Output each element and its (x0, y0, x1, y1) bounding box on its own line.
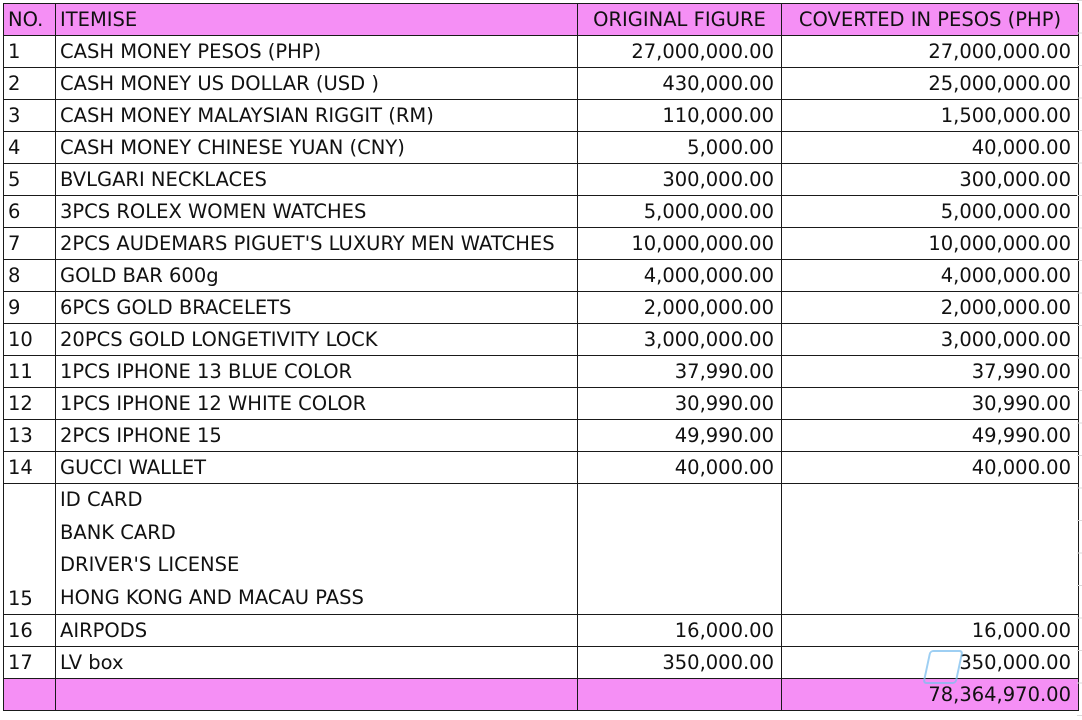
cell-original[interactable]: 37,990.00 (578, 356, 782, 388)
cell-item[interactable]: 2PCS IPHONE 15 (56, 420, 578, 452)
cell-no[interactable]: 14 (4, 452, 56, 484)
total-converted[interactable]: 78,364,970.00 (782, 679, 1079, 711)
cell-item[interactable]: LV box (56, 647, 578, 679)
cell-converted[interactable]: 30,990.00 (782, 388, 1079, 420)
cell-converted[interactable]: 10,000,000.00 (782, 228, 1079, 260)
cell-converted[interactable]: 27,000,000.00 (782, 36, 1079, 68)
header-original-figure[interactable]: ORIGINAL FIGURE (578, 4, 782, 36)
cell-converted[interactable]: 300,000.00 (782, 164, 1079, 196)
cell-item[interactable]: 1PCS IPHONE 12 WHITE COLOR (56, 388, 578, 420)
cell-no[interactable]: 1 (4, 36, 56, 68)
cell-original[interactable]: 350,000.00 (578, 647, 782, 679)
doc-line: DRIVER'S LICENSE (60, 553, 240, 576)
cell-converted[interactable]: 1,500,000.00 (782, 100, 1079, 132)
table-row (4, 228, 1079, 260)
cell-original-empty[interactable] (578, 484, 782, 615)
cell-item[interactable]: CASH MONEY PESOS (PHP) (56, 36, 578, 68)
cell-item[interactable]: AIRPODS (56, 615, 578, 647)
header-row (4, 4, 1079, 36)
table-row (4, 324, 1079, 356)
table-row (4, 100, 1079, 132)
cell-no[interactable]: 3 (4, 100, 56, 132)
table-row (4, 615, 1079, 647)
total-original-empty[interactable] (578, 679, 782, 711)
cell-no[interactable]: 9 (4, 292, 56, 324)
table-row (4, 260, 1079, 292)
cell-original[interactable]: 5,000.00 (578, 132, 782, 164)
cell-item[interactable]: 20PCS GOLD LONGETIVITY LOCK (56, 324, 578, 356)
cell-item[interactable]: CASH MONEY CHINESE YUAN (CNY) (56, 132, 578, 164)
cell-original[interactable]: 27,000,000.00 (578, 36, 782, 68)
table-row (4, 420, 1079, 452)
cell-item[interactable]: 6PCS GOLD BRACELETS (56, 292, 578, 324)
cell-original[interactable]: 5,000,000.00 (578, 196, 782, 228)
doc-line: BANK CARD (60, 520, 176, 544)
cell-no[interactable]: 6 (4, 196, 56, 228)
table-row (4, 647, 1079, 679)
cell-no[interactable]: 16 (4, 615, 56, 647)
cell-original[interactable]: 10,000,000.00 (578, 228, 782, 260)
cell-no[interactable]: 10 (4, 324, 56, 356)
cell-original[interactable]: 49,990.00 (578, 420, 782, 452)
header-no[interactable]: NO. (4, 4, 56, 36)
doc-line: HONG KONG AND MACAU PASS (60, 585, 364, 609)
cell-item[interactable]: GOLD BAR 600g (56, 260, 578, 292)
cell-item[interactable]: CASH MONEY MALAYSIAN RIGGIT (RM) (56, 100, 578, 132)
cell-no[interactable]: 5 (4, 164, 56, 196)
cell-original[interactable]: 4,000,000.00 (578, 260, 782, 292)
table-row (4, 132, 1079, 164)
cell-original[interactable]: 40,000.00 (578, 452, 782, 484)
table-row (4, 36, 1079, 68)
cell-no[interactable]: 15 (4, 484, 56, 615)
header-converted-pesos[interactable]: COVERTED IN PESOS (PHP) (782, 4, 1079, 36)
total-row (4, 679, 1079, 711)
table-row-documents (4, 484, 1079, 615)
doc-line: ID CARD (60, 488, 143, 511)
sheet-gridlines (1077, 0, 1082, 720)
cell-original[interactable]: 110,000.00 (578, 100, 782, 132)
cell-converted[interactable]: 2,000,000.00 (782, 292, 1079, 324)
cell-converted[interactable]: 37,990.00 (782, 356, 1079, 388)
itemised-table (3, 3, 1079, 711)
cell-converted[interactable]: 49,990.00 (782, 420, 1079, 452)
cell-original[interactable]: 16,000.00 (578, 615, 782, 647)
table-row (4, 388, 1079, 420)
cell-original[interactable]: 30,990.00 (578, 388, 782, 420)
cell-converted[interactable]: 40,000.00 (782, 132, 1079, 164)
cell-item[interactable]: 1PCS IPHONE 13 BLUE COLOR (56, 356, 578, 388)
cell-converted[interactable]: 5,000,000.00 (782, 196, 1079, 228)
cell-no[interactable]: 2 (4, 68, 56, 100)
cell-no[interactable]: 13 (4, 420, 56, 452)
table-row (4, 196, 1079, 228)
cell-no[interactable]: 8 (4, 260, 56, 292)
cell-converted[interactable]: 4,000,000.00 (782, 260, 1079, 292)
total-item-empty[interactable] (56, 679, 578, 711)
header-itemise[interactable]: ITEMISE (56, 4, 578, 36)
cell-converted[interactable]: 40,000.00 (782, 452, 1079, 484)
cell-converted[interactable]: 3,000,000.00 (782, 324, 1079, 356)
cell-no[interactable]: 7 (4, 228, 56, 260)
table-row (4, 356, 1079, 388)
total-no-empty[interactable] (4, 679, 56, 711)
cell-item-multiline[interactable] (56, 484, 578, 615)
cell-item[interactable]: 2PCS AUDEMARS PIGUET'S LUXURY MEN WATCHES (56, 228, 578, 260)
cell-no[interactable]: 11 (4, 356, 56, 388)
cell-original[interactable]: 300,000.00 (578, 164, 782, 196)
cell-no[interactable]: 12 (4, 388, 56, 420)
cell-converted-empty[interactable] (782, 484, 1079, 615)
cell-item[interactable]: 3PCS ROLEX WOMEN WATCHES (56, 196, 578, 228)
cell-converted[interactable]: 350,000.00 (782, 647, 1079, 679)
cell-converted[interactable]: 16,000.00 (782, 615, 1079, 647)
cell-no[interactable]: 17 (4, 647, 56, 679)
table-row (4, 164, 1079, 196)
table-row (4, 452, 1079, 484)
cell-item[interactable]: CASH MONEY US DOLLAR (USD ) (56, 68, 578, 100)
cell-original[interactable]: 2,000,000.00 (578, 292, 782, 324)
cell-item[interactable]: GUCCI WALLET (56, 452, 578, 484)
cell-original[interactable]: 3,000,000.00 (578, 324, 782, 356)
cell-original[interactable]: 430,000.00 (578, 68, 782, 100)
table-row (4, 68, 1079, 100)
cell-item[interactable]: BVLGARI NECKLACES (56, 164, 578, 196)
table-row (4, 292, 1079, 324)
cell-no[interactable]: 4 (4, 132, 56, 164)
cell-converted[interactable]: 25,000,000.00 (782, 68, 1079, 100)
